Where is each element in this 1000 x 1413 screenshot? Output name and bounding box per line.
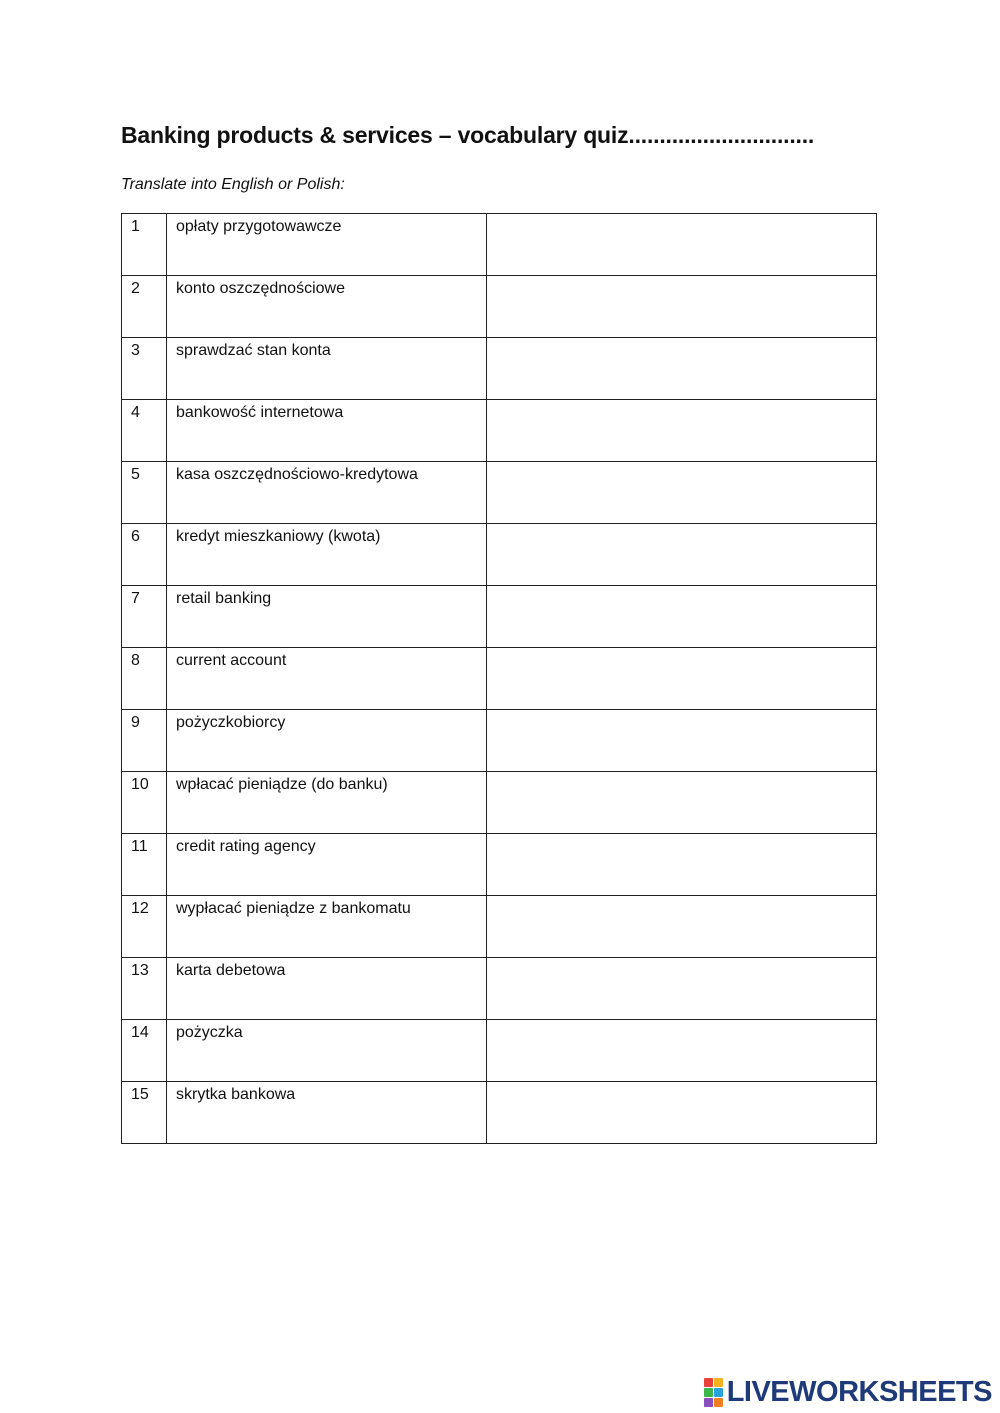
answer-input[interactable] xyxy=(496,280,867,330)
answer-cell[interactable] xyxy=(487,586,877,648)
row-number: 2 xyxy=(122,276,167,338)
answer-cell[interactable] xyxy=(487,524,877,586)
answer-input[interactable] xyxy=(496,528,867,578)
row-number: 4 xyxy=(122,400,167,462)
row-number: 8 xyxy=(122,648,167,710)
table-row xyxy=(122,462,877,524)
table-row xyxy=(122,214,877,276)
table-row xyxy=(122,524,877,586)
table-row xyxy=(122,276,877,338)
answer-input[interactable] xyxy=(496,900,867,950)
table-row xyxy=(122,1020,877,1082)
row-term: current account xyxy=(167,648,487,710)
liveworksheets-brand[interactable] xyxy=(704,1377,992,1407)
row-term: pożyczkobiorcy xyxy=(167,710,487,772)
row-term: kredyt mieszkaniowy (kwota) xyxy=(167,524,487,586)
answer-cell[interactable] xyxy=(487,896,877,958)
answer-input[interactable] xyxy=(496,776,867,826)
answer-input[interactable] xyxy=(496,714,867,764)
table-row xyxy=(122,834,877,896)
answer-cell[interactable] xyxy=(487,710,877,772)
answer-input[interactable] xyxy=(496,1024,867,1074)
logo-tile xyxy=(714,1388,723,1397)
instruction-text: Translate into English or Polish: xyxy=(121,176,345,193)
answer-cell[interactable] xyxy=(487,214,877,276)
row-term: sprawdzać stan konta xyxy=(167,338,487,400)
row-term: wypłacać pieniądze z bankomatu xyxy=(167,896,487,958)
answer-cell[interactable] xyxy=(487,834,877,896)
row-term: konto oszczędnościowe xyxy=(167,276,487,338)
row-number: 11 xyxy=(122,834,167,896)
table-row xyxy=(122,400,877,462)
table-row xyxy=(122,648,877,710)
answer-cell[interactable] xyxy=(487,772,877,834)
row-term: credit rating agency xyxy=(167,834,487,896)
answer-cell[interactable] xyxy=(487,400,877,462)
row-term: skrytka bankowa xyxy=(167,1082,487,1144)
answer-input[interactable] xyxy=(496,218,867,268)
table-row xyxy=(122,896,877,958)
answer-input[interactable] xyxy=(496,404,867,454)
vocabulary-table xyxy=(121,213,877,1144)
answer-cell[interactable] xyxy=(487,648,877,710)
row-number: 14 xyxy=(122,1020,167,1082)
answer-cell[interactable] xyxy=(487,1082,877,1144)
row-number: 9 xyxy=(122,710,167,772)
row-number: 5 xyxy=(122,462,167,524)
brand-text: LIVEWORKSHEETS xyxy=(726,1376,992,1408)
logo-tile xyxy=(714,1398,723,1407)
row-term: pożyczka xyxy=(167,1020,487,1082)
row-number: 3 xyxy=(122,338,167,400)
row-term: karta debetowa xyxy=(167,958,487,1020)
row-number: 15 xyxy=(122,1082,167,1144)
answer-input[interactable] xyxy=(496,652,867,702)
answer-input[interactable] xyxy=(496,1086,867,1136)
table-row xyxy=(122,958,877,1020)
liveworksheets-logo-icon xyxy=(704,1378,723,1407)
answer-input[interactable] xyxy=(496,590,867,640)
answer-cell[interactable] xyxy=(487,338,877,400)
answer-input[interactable] xyxy=(496,962,867,1012)
table-row xyxy=(122,586,877,648)
row-number: 6 xyxy=(122,524,167,586)
table-row xyxy=(122,710,877,772)
vocabulary-table-body xyxy=(122,214,877,1144)
row-term: bankowość internetowa xyxy=(167,400,487,462)
logo-tile xyxy=(714,1378,723,1387)
answer-cell[interactable] xyxy=(487,276,877,338)
answer-input[interactable] xyxy=(496,838,867,888)
table-row xyxy=(122,772,877,834)
row-number: 10 xyxy=(122,772,167,834)
row-term: kasa oszczędnościowo-kredytowa xyxy=(167,462,487,524)
row-number: 13 xyxy=(122,958,167,1020)
answer-cell[interactable] xyxy=(487,958,877,1020)
table-row xyxy=(122,1082,877,1144)
row-term: opłaty przygotowawcze xyxy=(167,214,487,276)
row-number: 1 xyxy=(122,214,167,276)
answer-input[interactable] xyxy=(496,342,867,392)
logo-tile xyxy=(704,1398,713,1407)
table-row xyxy=(122,338,877,400)
answer-cell[interactable] xyxy=(487,462,877,524)
row-number: 12 xyxy=(122,896,167,958)
row-term: wpłacać pieniądze (do banku) xyxy=(167,772,487,834)
answer-input[interactable] xyxy=(496,466,867,516)
page-title: Banking products & services – vocabulary quiz.............................. xyxy=(121,122,815,148)
logo-tile xyxy=(704,1378,713,1387)
logo-tile xyxy=(704,1388,713,1397)
row-term: retail banking xyxy=(167,586,487,648)
answer-cell[interactable] xyxy=(487,1020,877,1082)
row-number: 7 xyxy=(122,586,167,648)
